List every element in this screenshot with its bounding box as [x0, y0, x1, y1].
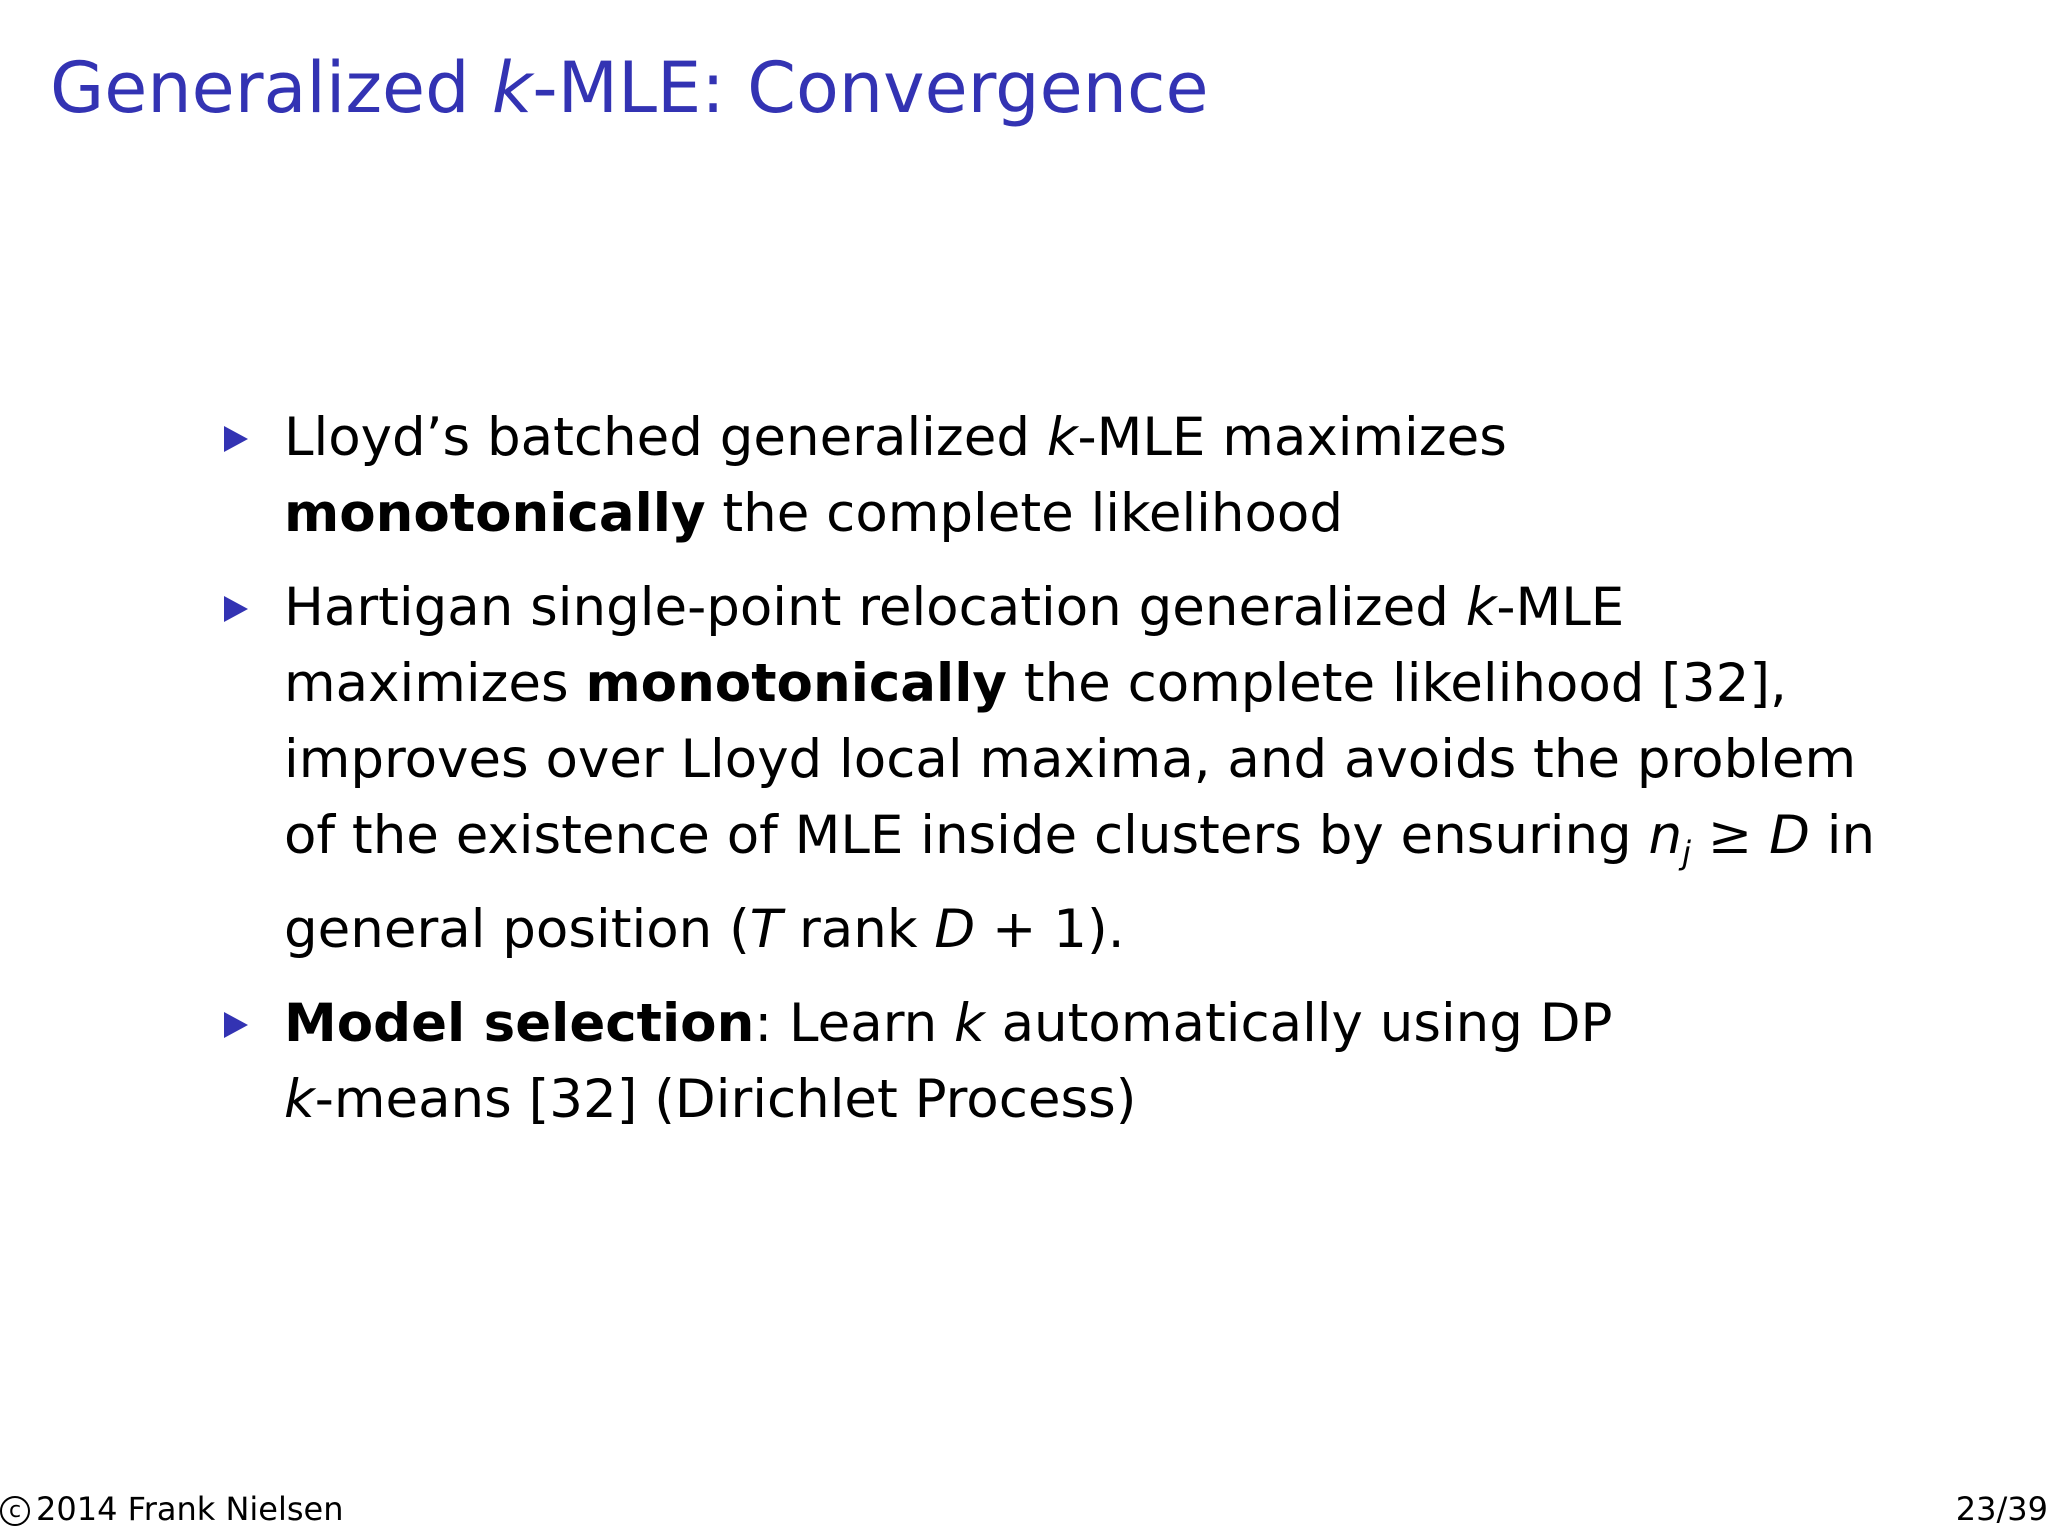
math-T: T	[749, 899, 783, 961]
copyright-text: 2014 Frank Nielsen	[36, 1490, 344, 1528]
bullet-text: the complete likelihood [32], improves over Lloyd local maxima, and avoids the problem of the existence of MLE inside clusters by ensuring	[284, 653, 1857, 866]
bold-text: Model selection	[284, 993, 755, 1055]
math-D: D	[934, 899, 976, 961]
bullet-text: ).	[1087, 899, 1125, 961]
bullet-text: : Learn	[754, 993, 955, 1055]
footer-copyright	[0, 1490, 343, 1528]
bullet-list	[220, 400, 1900, 1156]
bullet-item-hartigan	[220, 570, 1900, 968]
math-k: k	[1465, 577, 1497, 638]
math-D: D	[1769, 805, 1810, 866]
copyright-icon: c	[0, 1496, 30, 1526]
title-suffix: -MLE: Convergence	[532, 47, 1209, 129]
slide-title	[50, 47, 1209, 129]
bullet-text: -MLE maximizes	[1077, 407, 1507, 468]
math-n: n	[1648, 805, 1683, 866]
page-number: 23/39	[1955, 1490, 2048, 1528]
bullet-text: Hartigan single-point relocation generalized	[284, 577, 1466, 638]
math-subscript-j: j	[1682, 835, 1691, 873]
bullet-text: rank	[782, 899, 935, 961]
bullet-text: Lloyd’s batched generalized	[284, 407, 1047, 468]
triangle-bullet-icon	[224, 1012, 248, 1038]
bullet-item-lloyd	[220, 400, 1900, 552]
bullet-text: -MLE maximizes	[284, 577, 1625, 714]
bullet-text: -means [32] (Dirichlet Process)	[314, 1069, 1137, 1131]
bold-text: monotonically	[284, 483, 706, 544]
triangle-bullet-icon	[224, 426, 248, 452]
triangle-bullet-icon	[224, 596, 248, 622]
math-k: k	[1046, 407, 1078, 468]
title-italic-k: k	[491, 47, 533, 129]
bullet-text: automatically using DP	[984, 993, 1613, 1055]
bullet-text: the complete likelihood	[705, 483, 1343, 544]
math-k: k	[954, 993, 985, 1055]
title-prefix: Generalized	[50, 47, 492, 129]
bold-text: monotonically	[585, 653, 1007, 714]
math-geq: ≥	[1690, 805, 1770, 866]
bullet-item-model-selection	[220, 986, 1900, 1138]
math-plus-one: + 1	[975, 899, 1088, 961]
bullet-text: in general position (	[284, 805, 1876, 961]
math-k: k	[284, 1069, 315, 1131]
